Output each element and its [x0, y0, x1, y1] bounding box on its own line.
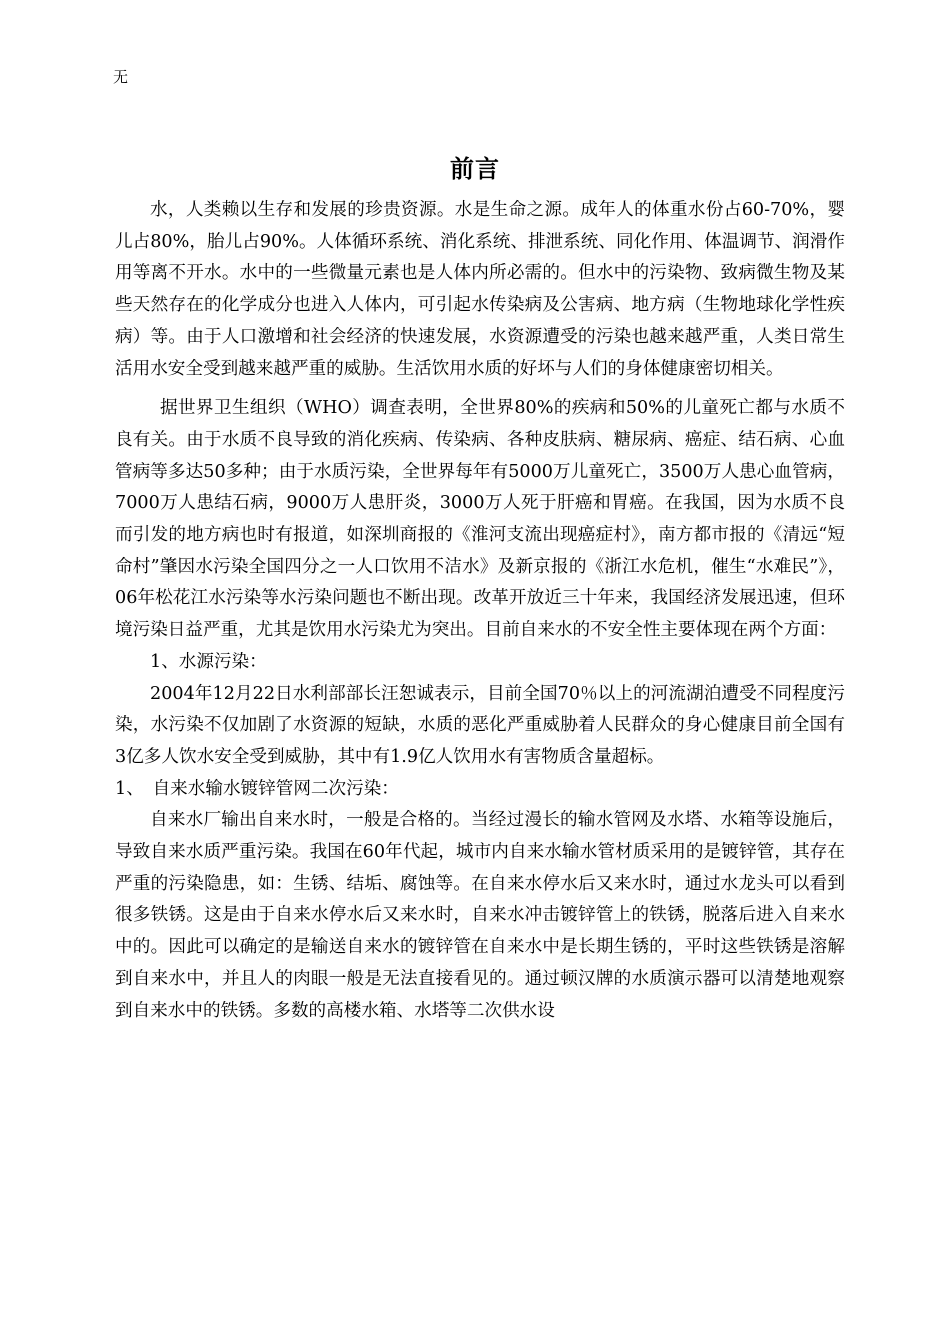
paragraph-who-survey: 据世界卫生组织（WHO）调查表明，全世界80%的疾病和50%的儿童死亡都与水质不良有关。由于水质不良导致的消化疾病、传染病、各种皮肤病、糖尿病、癌症、结石病、心血管病等多达50多种；由于水质污染，全世界每年有5000万儿童死亡，3500万人患心血管病，7000万人患结石病，9000万人患肝炎，3000万人死于肝癌和胃癌。在我国，因为水质不良而引发的地方病也时有报道，如深圳商报的《淮河支流出现癌症村》，南方都市报的《清远“短命村”肇因水污染全国四分之一人口饮用不洁水》及新京报的《浙江水危机，催生“水难民”》，06年松花江水污染等水污染问题也不断出现。改革开放近三十年来，我国经济发展迅速，但环境污染日益严重，尤其是饮用水污染尤为突出。目前自来水的不安全性主要体现在两个方面：	[115, 398, 845, 641]
body-text	[115, 195, 845, 1027]
paragraph-water-source: 2004年12月22日水利部部长汪恕诚表示，目前全国70％以上的河流湖泊遭受不同程度污染，水污染不仅加剧了水资源的短缺，水质的恶化严重威胁着人民群众的身心健康目前全国有3亿多人饮水安全受到威胁，其中有1.9亿人饮用水有害物质含量超标。	[115, 683, 845, 767]
page-title: 前言	[450, 154, 500, 183]
section-heading-pipe-pollution: 1、 自来水输水镀锌管网二次污染：	[115, 778, 399, 799]
paragraph-pipe-pollution: 自来水厂输出自来水时，一般是合格的。当经过漫长的输水管网及水塔、水箱等设施后，导致自来水质严重污染。我国在60年代起，城市内自来水输水管材质采用的是镀锌管，其存在严重的污染隐患，如：生锈、结垢、腐蚀等。在自来水停水后又来水时，通过水龙头可以看到很多铁锈。这是由于自来水停水后又来水时，自来水冲击镀锌管上的铁锈，脱落后进入自来水中的。因此可以确定的是输送自来水的镀锌管在自来水中是长期生锈的，平时这些铁锈是溶解到自来水中，并且人的肉眼一般是无法直接看见的。通过顿汉牌的水质演示器可以清楚地观察到自来水中的铁锈。多数的高楼水箱、水塔等二次供水设	[115, 810, 845, 1021]
header-mark: 无	[113, 68, 129, 86]
paragraph-intro: 水，人类赖以生存和发展的珍贵资源。水是生命之源。成年人的体重水份占60-70%，婴儿占80%，胎儿占90%。人体循环系统、消化系统、排泄系统、同化作用、体温调节、润滑作用等离不开水。水中的一些微量元素也是人体内所必需的。但水中的污染物、致病微生物及某些天然存在的化学成分也进入人体内，可引起水传染病及公害病、地方病（生物地球化学性疾病）等。由于人口激增和社会经济的快速发展，水资源遭受的污染也越来越严重，人类日常生活用水安全受到越来越严重的威胁。生活饮用水质的好坏与人们的身体健康密切相关。	[115, 200, 845, 379]
section-heading-water-source: 1、水源污染：	[150, 651, 267, 672]
